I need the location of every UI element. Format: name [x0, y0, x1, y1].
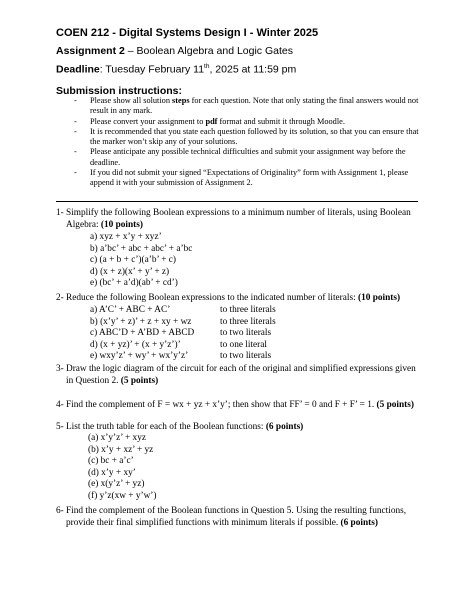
question-points: (5 points) — [376, 400, 414, 410]
assignment-topic: – Boolean Algebra and Logic Gates — [124, 45, 293, 57]
question-4 — [56, 400, 436, 412]
q2-items — [90, 305, 340, 363]
submission-item: - Please convert your assignment to pdf format and submit it through Moodle. — [74, 117, 424, 127]
deadline-line — [56, 63, 296, 76]
submission-heading: Submission instructions: — [56, 85, 183, 97]
question-number: 4- — [56, 400, 64, 410]
q1-items — [90, 232, 192, 290]
list-item: (c) bc + a’c’ — [88, 456, 134, 467]
list-item: a) A’C’ + ABC + AC’ to three literals — [90, 305, 276, 315]
deadline-sup: th — [204, 63, 210, 70]
literal-target: to two literals — [220, 351, 272, 362]
submission-item: - Please anticipate any possible technical difficulties and submit your assignment way before the deadline. — [74, 147, 424, 168]
question-number: 5- — [56, 422, 64, 432]
question-text: Reduce the following Boolean expressions to the indicated number of literals: (10 points) — [66, 293, 401, 303]
question-1 — [56, 208, 420, 231]
list-item: (e) x(y’z’ + yz) — [88, 479, 145, 490]
literal-target: to three literals — [220, 316, 276, 327]
question-2 — [56, 293, 420, 305]
list-item: d) (x + yz)’ + (x + y’z’)’ to one literal — [90, 339, 267, 350]
submission-list — [74, 96, 424, 189]
question-number: 6- — [56, 506, 64, 516]
assignment-label: Assignment 2 — [56, 45, 125, 57]
question-points: (6 points) — [265, 422, 304, 432]
list-item: e) (bc’ + a’d)(ab’ + cd’) — [90, 278, 178, 289]
question-number: 2- — [56, 293, 64, 303]
deadline-date: : Tuesday February 11 — [99, 63, 205, 76]
list-item: c) (a + b + c’)(a’b’ + c) — [90, 255, 177, 266]
list-item: d) (x + z)(x’ + y’ + z) — [90, 266, 170, 277]
list-item: (f) y’z(xw + y’w’) — [88, 490, 157, 501]
list-item: (a) x’y’z’ + xyz — [88, 433, 146, 443]
question-5 — [56, 422, 420, 434]
question-text: Draw the logic diagram of the circuit for each of the original and simplified expressions given in Question 2. (5 points) — [66, 364, 416, 386]
question-points: (5 points) — [120, 375, 159, 386]
question-text: Find the complement of the Boolean functions in Question 5. Using the resulting functions, provide their final simplified functions with minimum literals if possible. (6 points) — [66, 506, 407, 528]
list-item: e) wxy’z’ + wy’ + wx’y’z’ to two literals — [90, 351, 272, 362]
submission-item: - Please show all solution steps for each question. Note that only stating the final answers would not result in any mark. — [74, 96, 424, 117]
literal-target: to one literal — [220, 339, 267, 350]
list-item: b) (x’y’ + z)’ + z + xy + wz to three literals — [90, 316, 276, 327]
deadline-time: , 2025 at 11:59 pm — [209, 63, 297, 76]
question-points: (10 points) — [100, 219, 143, 230]
question-text: Find the complement of F = wx + yz + x’y’; then show that FF’ = 0 and F + F’ = 1. (5 points) — [66, 400, 414, 410]
question-number: 1- — [56, 208, 64, 218]
list-item: (b) x’y + xz’ + yz — [88, 444, 154, 455]
literal-target: to three literals — [220, 305, 276, 315]
question-3 — [56, 364, 420, 387]
assignment-line — [56, 45, 293, 57]
q5-items — [88, 433, 156, 503]
question-6 — [56, 506, 420, 529]
deadline-label: Deadline — [56, 63, 100, 76]
question-points: (6 points) — [340, 517, 378, 528]
submission-item: - It is recommended that you state each question followed by its solution, so that you can ensure that the marker won’t skip any of your solutions. — [74, 127, 424, 148]
list-item: a) xyz + x’y + xyz’ — [90, 232, 162, 242]
list-item: (d) x’y + xy’ — [88, 467, 136, 478]
question-text: Simplify the following Boolean expressions to a minimum number of literals, using Boolean Algebra: (10 points) — [66, 208, 411, 230]
list-item: b) a’bc’ + abc + abc’ + a’bc — [90, 243, 193, 254]
divider — [56, 201, 418, 202]
submission-item: - If you did not submit your signed “Expectations of Originality” form with Assignment 1, please append it with your submission of Assignment 2. — [74, 168, 424, 189]
literal-target: to two literals — [220, 328, 272, 339]
question-text: List the truth table for each of the Boolean functions: (6 points) — [66, 422, 304, 432]
course-title: COEN 212 - Digital Systems Design I - Winter 2025 — [56, 27, 319, 39]
question-points: (10 points) — [358, 293, 401, 303]
list-item: c) ABC’D + A’BD + ABCD to two literals — [90, 328, 272, 339]
question-number: 3- — [56, 364, 64, 374]
